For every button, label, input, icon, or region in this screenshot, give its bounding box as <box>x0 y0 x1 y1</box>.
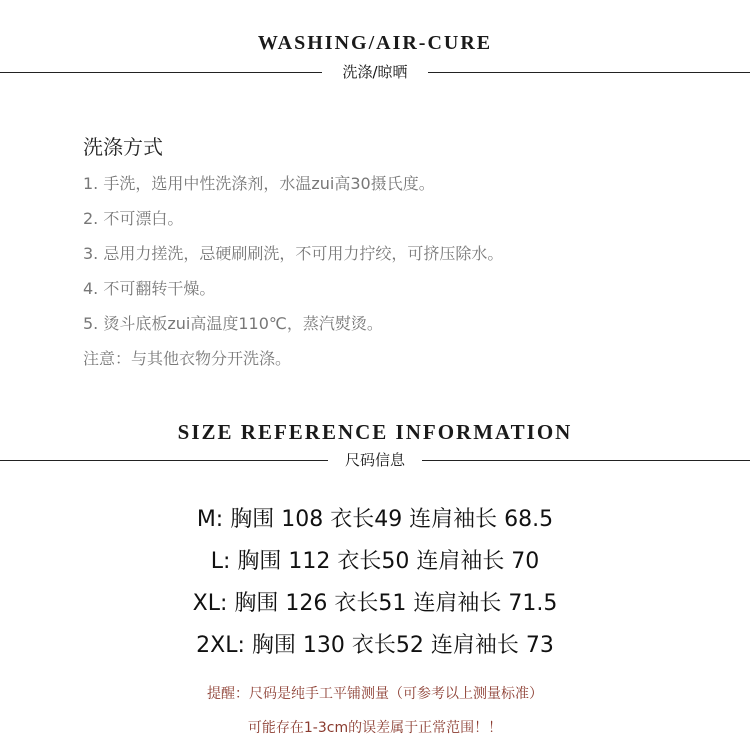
size-row-m: M: 胸围 108 衣长49 连肩袖长 68.5 <box>196 507 554 532</box>
washing-item: 1. 手洗，选用中性洗涤剂，水温zui高30摄氏度。 <box>83 174 435 193</box>
size-row-l: L: 胸围 112 衣长50 连肩袖长 70 <box>210 549 540 574</box>
washing-item: 3. 忌用力搓洗，忌硬刷刷洗，不可用力拧绞，可挤压除水。 <box>83 244 504 263</box>
divider-line-right <box>428 72 750 73</box>
reminder-note: 提醒：尺码是纯手工平铺测量（可参考以上测量标准） <box>207 686 543 702</box>
washing-section-subtitle: 洗涤/晾晒 <box>342 63 408 81</box>
washing-instructions <box>83 132 723 376</box>
washing-method-heading: 洗涤方式 <box>83 135 163 159</box>
size-row-2xl: 2XL: 胸围 130 衣长52 连肩袖长 73 <box>196 633 554 658</box>
size-section-subtitle: 尺码信息 <box>344 451 405 469</box>
washing-item: 5. 烫斗底板zui高温度110℃，蒸汽熨烫。 <box>83 314 383 333</box>
washing-note: 注意：与其他衣物分开洗涤。 <box>83 349 292 368</box>
size-section-title: SIZE REFERENCE INFORMATION <box>177 420 573 444</box>
washing-item: 2. 不可漂白。 <box>83 209 184 228</box>
tolerance-note: 可能存在1-3cm的误差属于正常范围！！ <box>247 720 503 736</box>
washing-divider <box>0 60 750 84</box>
size-row-xl: XL: 胸围 126 衣长51 连肩袖长 71.5 <box>192 591 558 616</box>
size-divider <box>0 448 750 472</box>
washing-item: 4. 不可翻转干燥。 <box>83 279 216 298</box>
divider-line-right <box>422 460 750 461</box>
washing-section-title: WASHING/AIR-CURE <box>257 32 493 54</box>
